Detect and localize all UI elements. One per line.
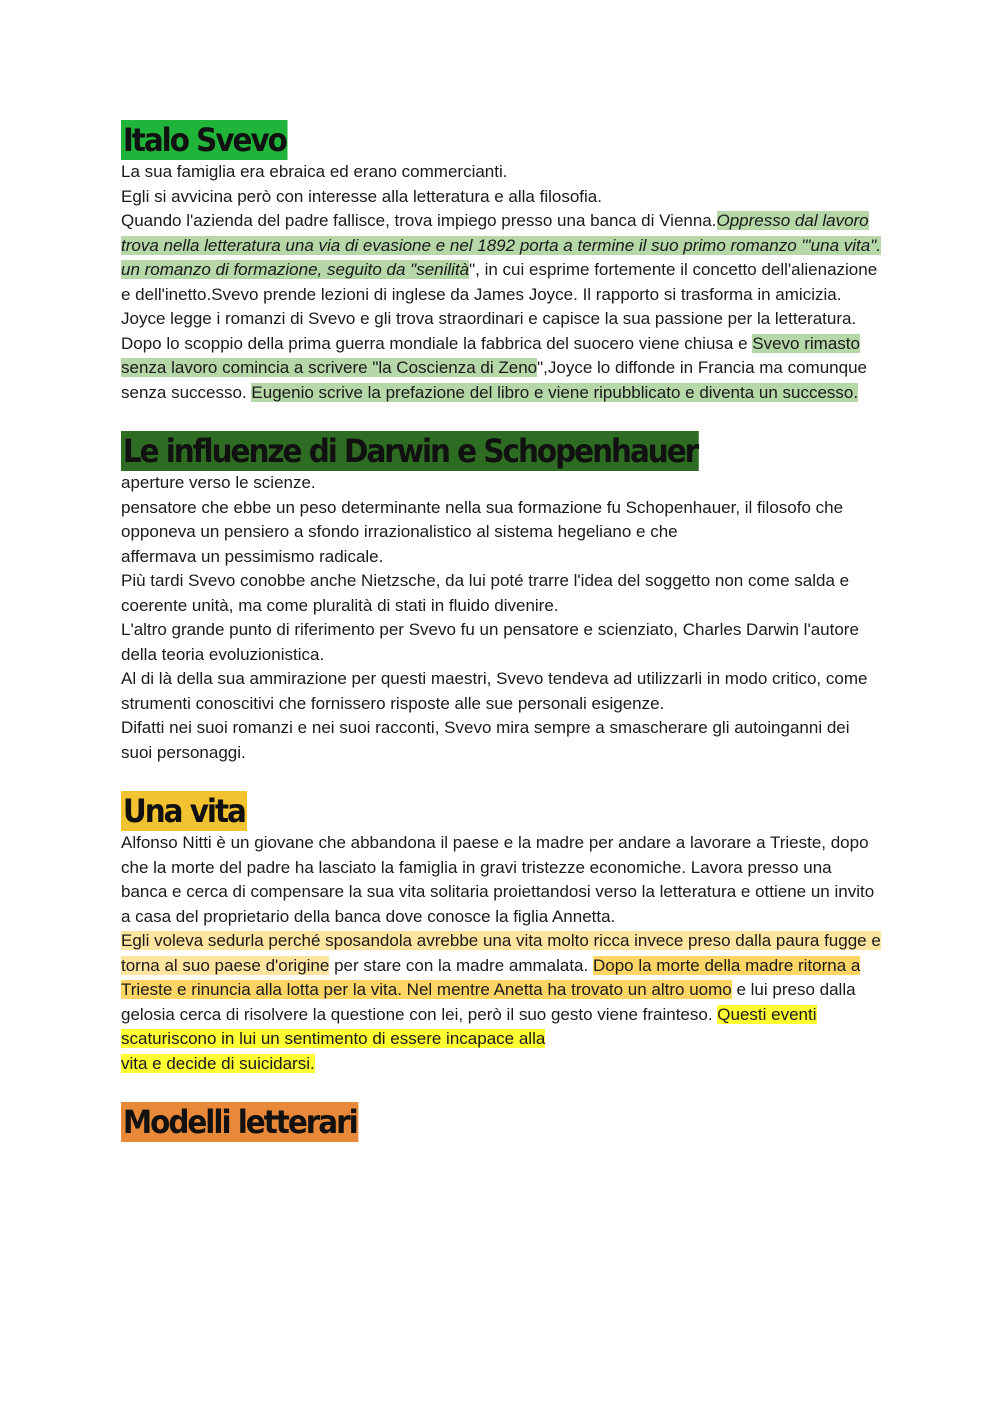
- paragraph: La sua famiglia era ebraica ed erano commercianti.: [121, 162, 508, 181]
- paragraph: [121, 929, 881, 1076]
- heading-una-vita: Una vita: [122, 792, 245, 830]
- highlighted-text: Oppresso dal lavoro trova nella letteratura una via di evasione e nel 1892 porta a termine il suo primo romanzo "'una vita". un romanzo di formazione, seguito da "senilità: [121, 211, 881, 279]
- highlighted-text: vita e decide di suicidarsi.: [121, 1053, 315, 1073]
- paragraph: Al di là della sua ammirazione per questi maestri, Svevo tendeva ad utilizzarli in modo critico, come strumenti conoscitivi che fornissero risposte alle sue personali esigenze.: [121, 669, 868, 713]
- section-modelli-letterari: [121, 1102, 881, 1142]
- paragraph: aperture verso le scienze.: [121, 473, 316, 492]
- highlighted-text: Egli voleva sedurla perché sposandola avrebbe una vita molto ricca invece preso dalla paura fugge e torna al suo paese d'origine: [121, 931, 881, 975]
- paragraph: [121, 209, 881, 332]
- text-span: ", in cui esprime fortemente il concetto dell'alienazione e dell'inetto.Svevo prende lezioni di inglese da James Joyce. Il rapporto si trasforma in amicizia. Joyce legge i romanzi di Svevo e gli trova straordinari e capisce la sua passione per la letteratura.: [121, 260, 878, 328]
- section-italo-svevo: [121, 120, 881, 405]
- paragraph: Egli si avvicina però con interesse alla letteratura e alla filosofia.: [121, 186, 602, 206]
- text-span: Quando l'azienda del padre fallisce, trova impiego presso una banca di Vienna.: [121, 211, 717, 230]
- section-influenze: [121, 431, 881, 765]
- highlighted-text: Questi eventi scaturiscono in lui un sentimento di essere incapace alla: [121, 1004, 817, 1048]
- heading-modelli-letterari: Modelli letterari: [122, 1103, 357, 1141]
- document-page: [121, 120, 881, 1142]
- heading-influenze: Le influenze di Darwin e Schopenhauer: [122, 432, 698, 470]
- highlighted-text: Dopo la morte della madre ritorna a Trieste e rinuncia alla lotta per la vita. Nel mentre Anetta ha trovato un altro uomo: [121, 955, 861, 999]
- text-span: Dopo lo scoppio della prima guerra mondiale la fabbrica del suocero viene chiusa e: [121, 333, 753, 353]
- heading-italo-svevo: Italo Svevo: [122, 121, 286, 159]
- highlighted-text: Eugenio scrive la prefazione del libro e viene ripubblicato e diventa un successo.: [251, 382, 859, 402]
- highlighted-text: Svevo rimasto senza lavoro comincia a scrivere "la Coscienza di Zeno: [121, 333, 860, 377]
- text-span: per stare con la madre ammalata.: [329, 955, 593, 975]
- section-una-vita: [121, 791, 881, 1076]
- paragraph: [121, 332, 881, 406]
- paragraph: affermava un pessimismo radicale.: [121, 546, 384, 566]
- paragraph: Più tardi Svevo conobbe anche Nietzsche, da lui poté trarre l'idea del soggetto non come salda e coerente unità, ma come pluralità di stati in fluido divenire.: [121, 571, 850, 615]
- paragraph: Difatti nei suoi romanzi e nei suoi racconti, Svevo mira sempre a smascherare gli autoinganni dei suoi personaggi.: [121, 718, 850, 762]
- paragraph: Alfonso Nitti è un giovane che abbandona il paese e la madre per andare a lavorare a Trieste, dopo che la morte del padre ha lasciato la famiglia in gravi tristezze economiche. Lavora presso una banca e cerca di compensare la sua vita solitaria proiettandosi verso la letteratura e ottiene un invito a casa del proprietario della banca dove conosce la figlia Annetta.: [121, 833, 875, 926]
- paragraph: L'altro grande punto di riferimento per Svevo fu un pensatore e scienziato, Charles Darwin l'autore della teoria evoluzionistica.: [121, 620, 859, 664]
- text-span: ",Joyce lo diffonde in Francia ma comunque senza successo.: [121, 358, 867, 402]
- text-span: e lui preso dalla gelosia cerca di risolvere la questione con lei, però il suo gesto viene frainteso.: [121, 980, 856, 1024]
- paragraph: pensatore che ebbe un peso determinante nella sua formazione fu Schopenhauer, il filosofo che opponeva un pensiero a sfondo irrazionalistico al sistema hegeliano e che: [121, 497, 844, 541]
